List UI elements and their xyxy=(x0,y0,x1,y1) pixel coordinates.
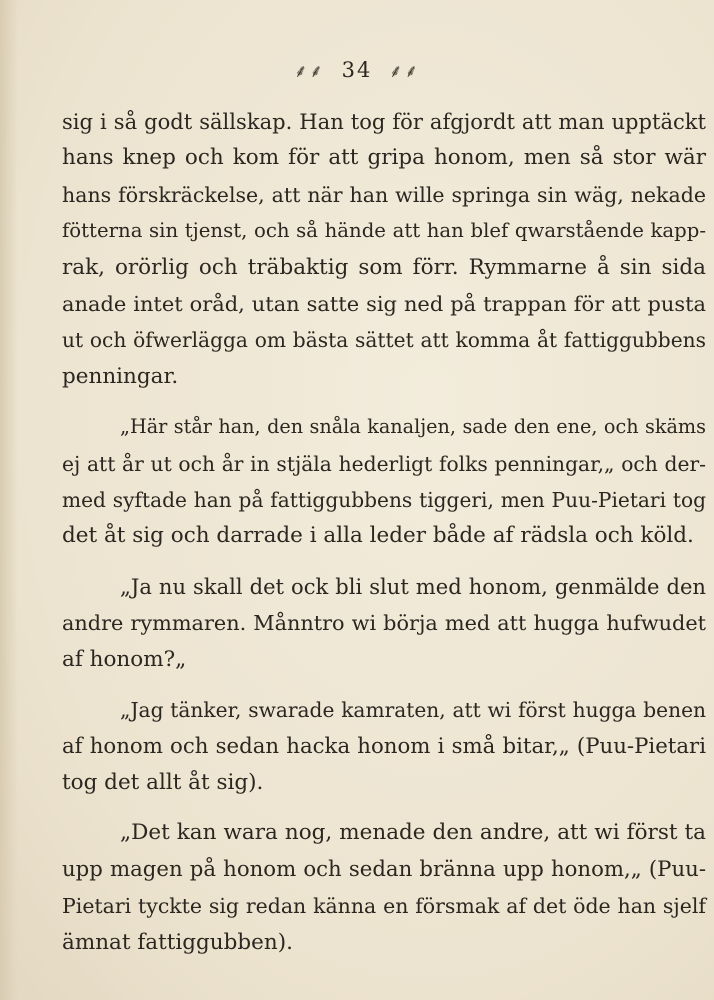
paragraph xyxy=(62,815,706,961)
text-line: det åt sig och darrade i alla leder både af rädsla och köld. xyxy=(62,523,694,549)
paragraph xyxy=(62,104,706,395)
text-line: rak, orörlig och träbaktig som förr. Rymmarne å sin sida xyxy=(62,254,706,280)
text-line: Pietari tyckte sig redan känna en försmak af det öde han sjelf xyxy=(62,894,706,919)
text-line: hans förskräckelse, att när han wille springa sin wäg, nekade xyxy=(62,182,706,207)
page-header xyxy=(0,58,714,83)
page-number: 34 xyxy=(341,58,373,82)
text-line: „Ja nu skall det ock bli slut med honom, genmälde den xyxy=(120,573,706,599)
body-text xyxy=(62,104,706,961)
paragraph xyxy=(62,692,706,801)
text-line: ämnat fattiggubben). xyxy=(62,929,293,955)
text-line: „Jag tänker, swarade kamraten, att wi först hugga benen xyxy=(120,698,706,723)
text-line: „Det kan wara nog, menade den andre, att wi först ta xyxy=(120,820,706,846)
text-line: „Här står han, den snåla kanaljen, sade den ene, och skäms xyxy=(120,415,706,439)
ornament-right-icon: ⸙⸙ xyxy=(389,61,421,82)
text-line: anade intet oråd, utan satte sig ned på trappan för att pusta xyxy=(62,292,706,317)
text-line: af honom och sedan hacka honom i små bitar,„ (Puu-Pietari xyxy=(62,733,706,759)
text-line: penningar. xyxy=(62,363,179,389)
paragraph xyxy=(62,569,706,678)
text-line: hans knep och kom för att gripa honom, men så stor wär xyxy=(62,145,706,171)
text-line: fötterna sin tjenst, och så hände att han blef qwarstående kapp- xyxy=(62,219,706,243)
text-line: med syftade han på fattiggubbens tiggeri, men Puu-Pietari tog xyxy=(62,488,706,513)
text-line: sig i så godt sällskap. Han tog för afgjordt att man upptäckt xyxy=(62,109,706,134)
text-line: andre rymmaren. Månntro wi börja med att hugga hufwudet xyxy=(62,611,706,636)
paragraph xyxy=(62,409,706,555)
text-line: ut och öfwerlägga om bästa sättet att komma åt fattiggubbens xyxy=(62,328,706,353)
ornament-left-icon: ⸙⸙ xyxy=(293,61,325,82)
text-line: ej att år ut och år in stjäla hederligt folks penningar,„ och der- xyxy=(62,451,706,476)
text-line: af honom?„ xyxy=(62,646,187,672)
text-line: tog det allt åt sig). xyxy=(62,769,264,795)
text-line: upp magen på honom och sedan bränna upp honom,„ (Puu- xyxy=(62,856,706,882)
